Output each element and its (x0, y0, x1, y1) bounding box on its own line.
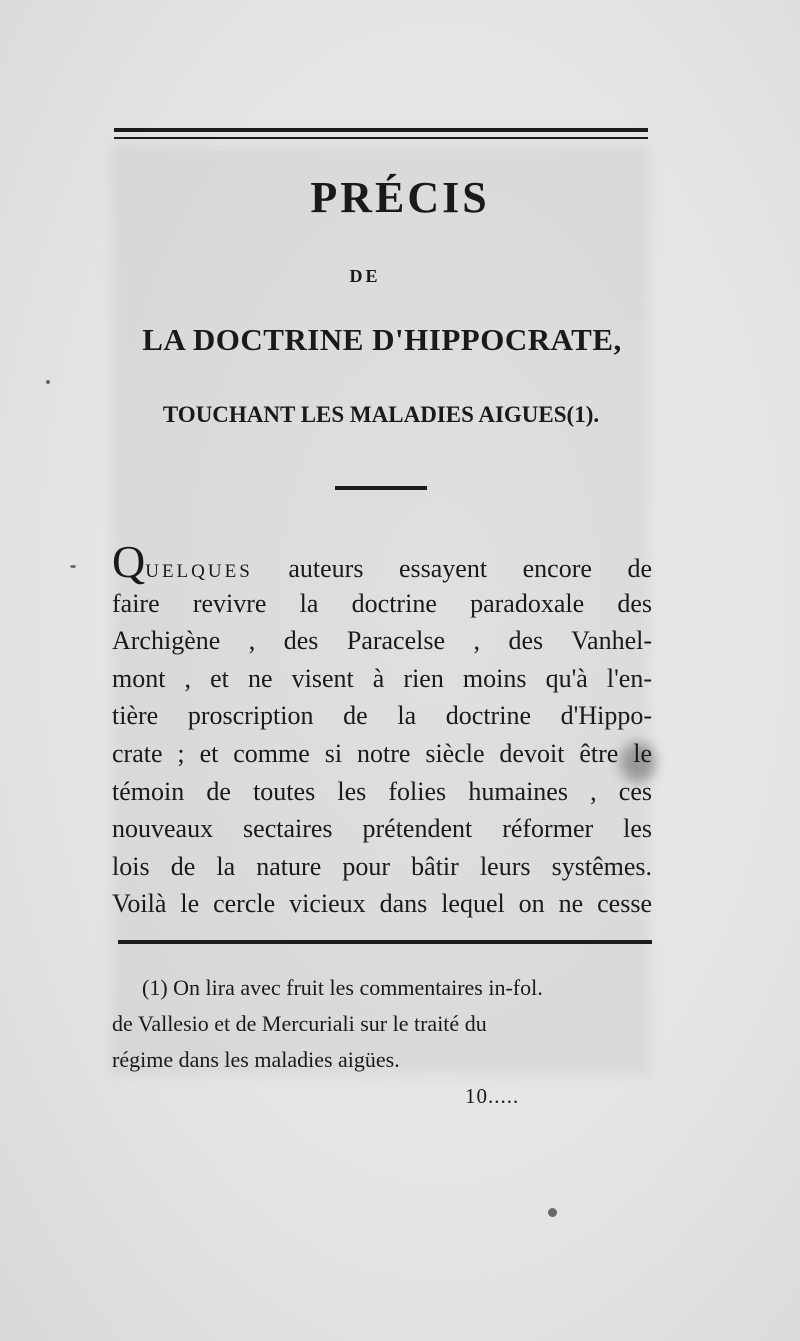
footnote-line: (1) On lira avec fruit les commentaires in-fol. (142, 975, 543, 1000)
footnote (112, 970, 652, 1078)
body-paragraph (112, 536, 652, 923)
body-line: lois de la nature pour bâtir leurs systêmes. (112, 851, 652, 881)
body-line: témoin de toutes les folies humaines , ces (112, 776, 652, 806)
footnote-line: régime dans les maladies aigües. (112, 1047, 400, 1072)
paper-speck (46, 380, 50, 384)
top-rule-thin (114, 137, 648, 139)
body-line: nouveaux sectaires prétendent réformer les (112, 814, 652, 844)
section-divider (335, 486, 427, 490)
page-subtitle: LA DOCTRINE D'HIPPOCRATE, (142, 322, 622, 357)
body-line: Archigène , des Paracelse , des Vanhel- (112, 626, 652, 656)
body-line: tière proscription de la doctrine d'Hippo- (112, 701, 652, 731)
title-connector: DE (349, 266, 381, 286)
top-double-rule (114, 128, 648, 142)
body-line: Voilà le cercle vicieux dans lequel on ne cesse (112, 889, 652, 919)
page-title: PRÉCIS (310, 173, 490, 222)
paper-speck (70, 565, 76, 568)
body-line-text: auteurs essayent encore de (252, 554, 652, 583)
footnote-rule (118, 940, 652, 944)
top-rule-thick (114, 128, 648, 132)
body-line-first (112, 536, 652, 587)
body-line: faire revivre la doctrine paradoxale des (112, 588, 652, 618)
drop-cap: Q (112, 536, 146, 587)
first-word-smallcaps: UELQUES (145, 561, 253, 582)
footnote-line: de Vallesio et de Mercuriali sur le traité du (112, 1011, 487, 1036)
catchword: 10..... (465, 1084, 520, 1108)
paper-speck (548, 1208, 557, 1217)
body-line: crate ; et comme si notre siècle devoit être le (112, 738, 652, 768)
ink-smudge (620, 742, 656, 782)
page-subtitle-secondary: TOUCHANT LES MALADIES AIGUES(1). (162, 402, 600, 427)
body-line: mont , et ne visent à rien moins qu'à l'en- (112, 663, 652, 693)
